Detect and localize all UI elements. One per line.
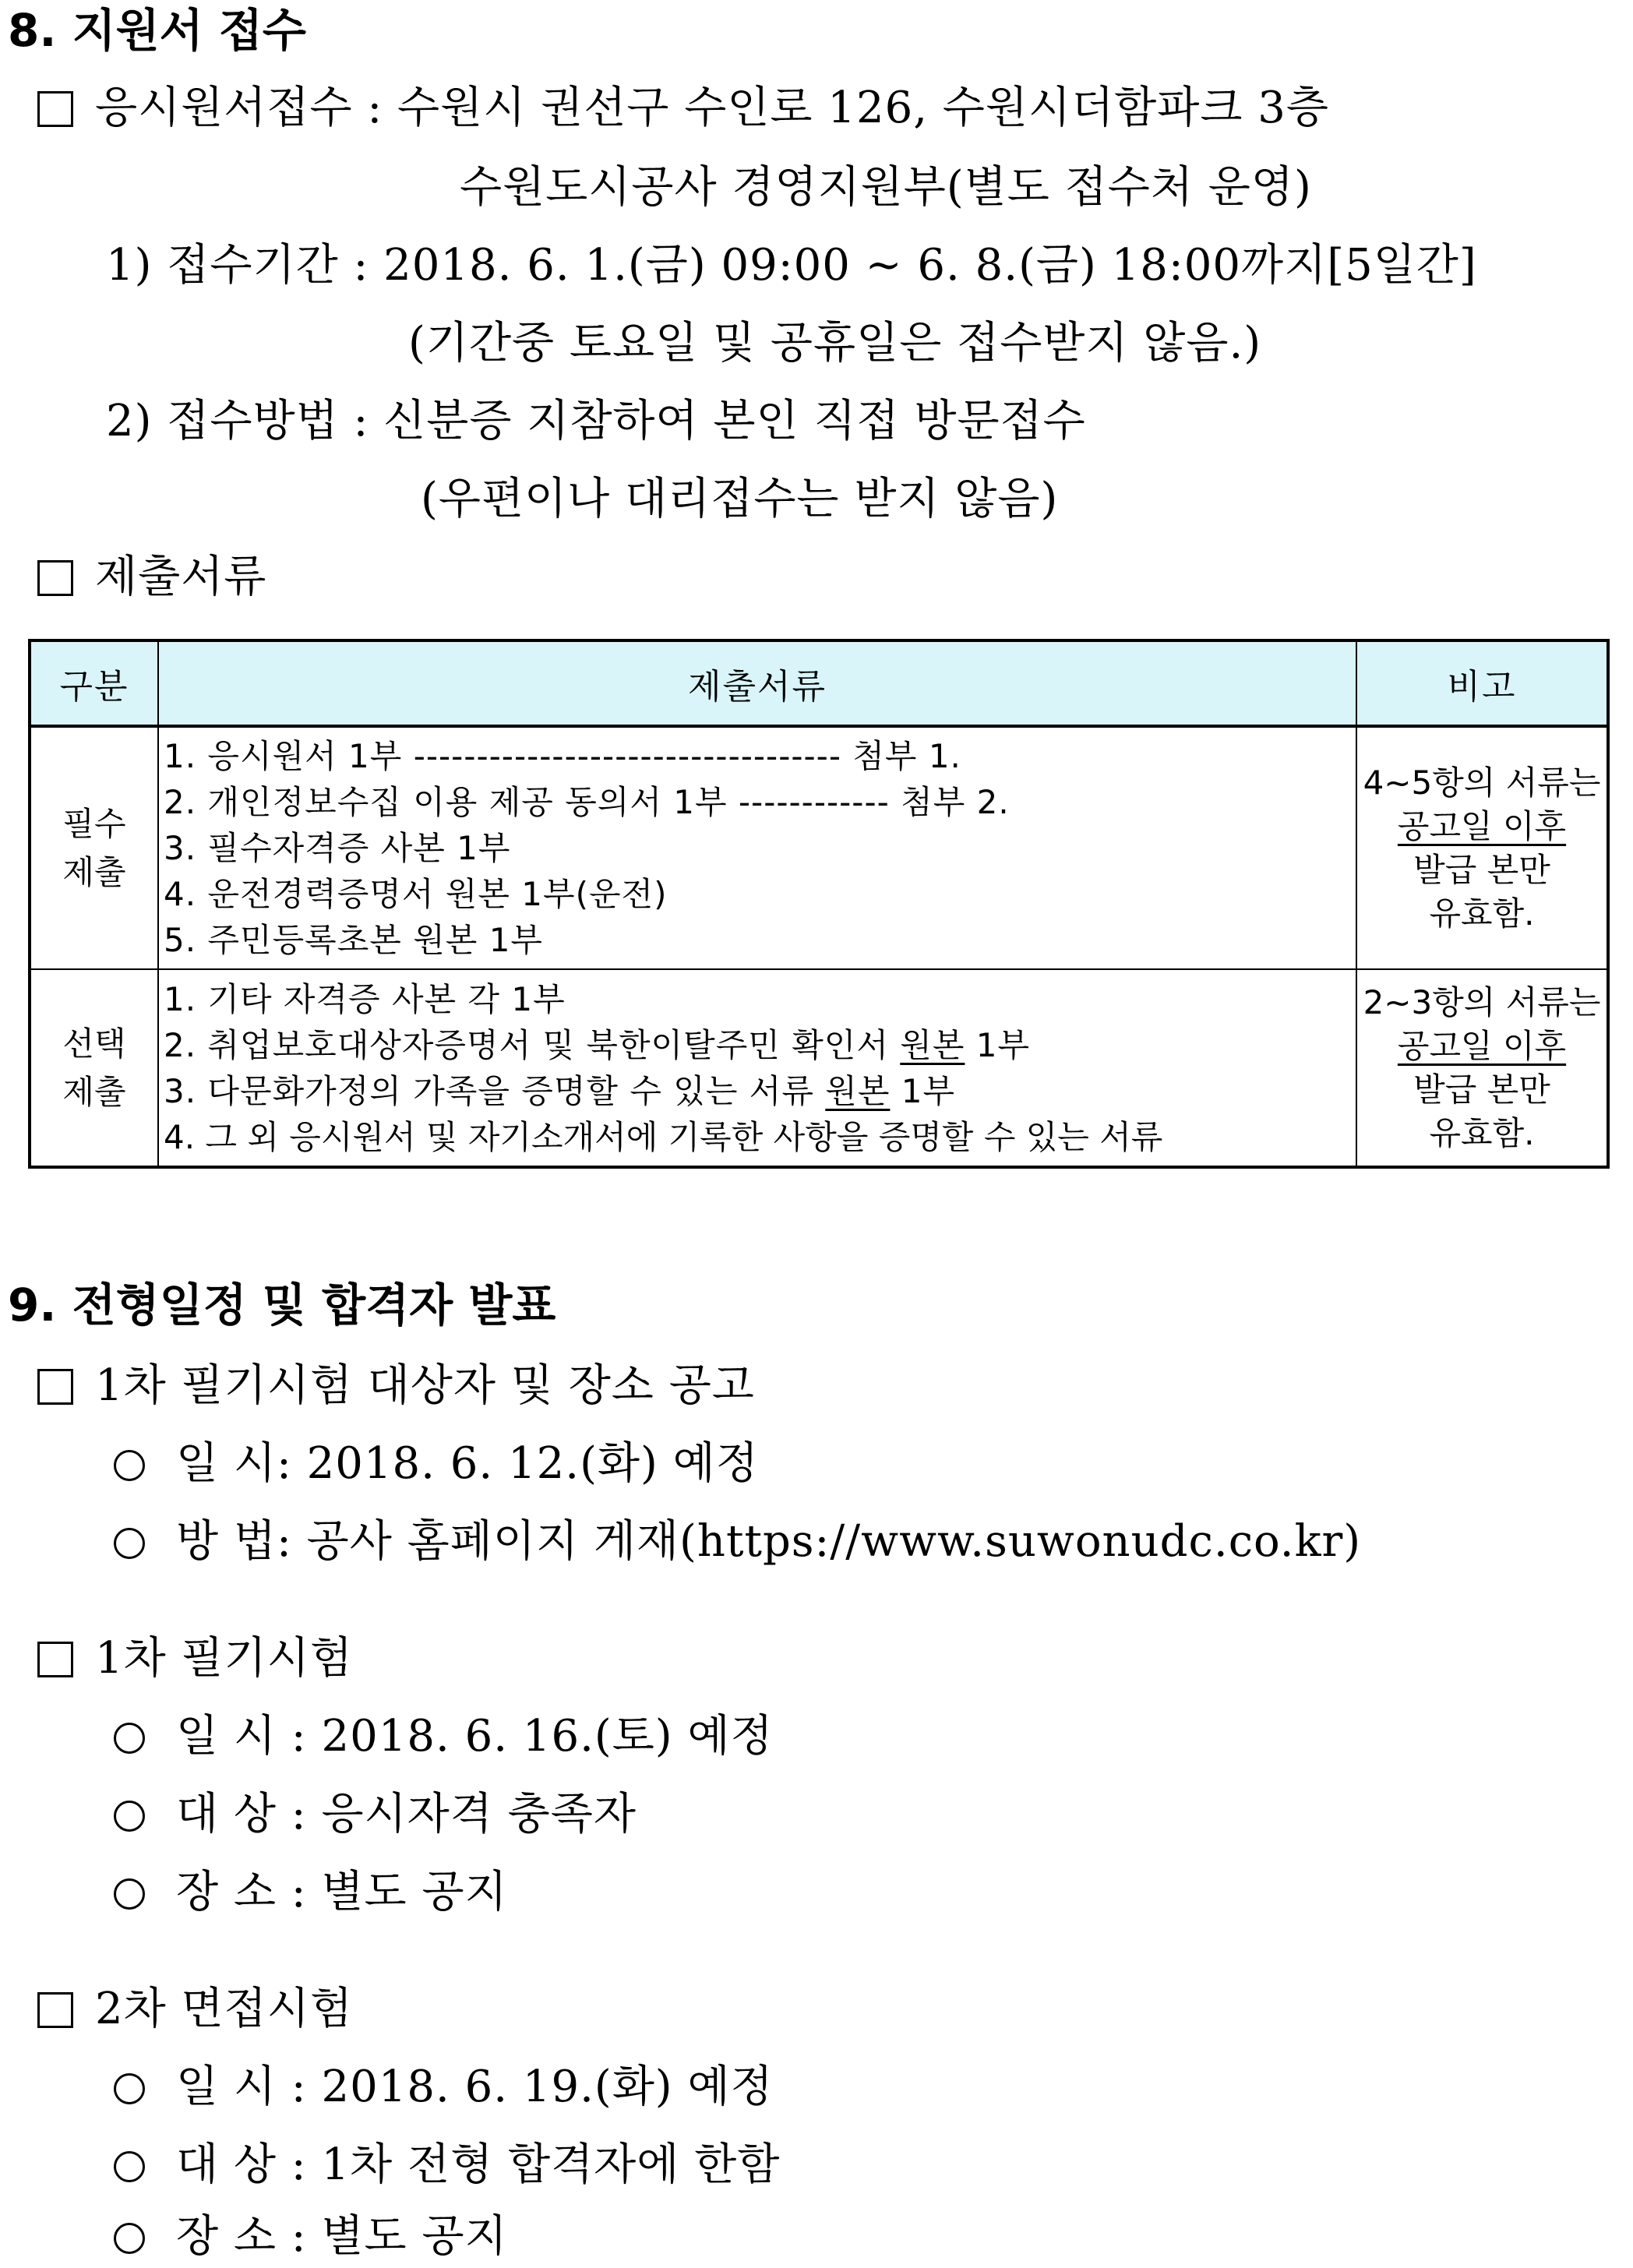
optional-items	[158, 969, 1356, 1167]
written-title: 1차 필기시험	[95, 1633, 353, 1684]
list-item: 2. 개인정보수집 이용 제공 동의서 1부 ------------ 첨부 2.	[164, 783, 1010, 821]
list-item	[164, 1068, 1353, 1114]
table-row	[30, 726, 1608, 969]
category-text: 필수	[62, 804, 126, 843]
list-item: 4. 그 외 응시원서 및 자기소개서에 기록한 사항을 증명할 수 있는 서류	[164, 1117, 1163, 1156]
reception-line	[37, 81, 1329, 136]
written-title-line	[37, 1631, 353, 1686]
reception-line-2: 수원도시공사 경영지원부(별도 접수처 운영)	[460, 162, 1312, 213]
list-item: 1. 응시원서 1부 ---------------------------------- 첨부 1.	[164, 737, 961, 775]
circle-bullet-icon	[114, 1723, 145, 1754]
item-text: 1부	[965, 1025, 1031, 1064]
interview-date-line	[114, 2060, 774, 2115]
note-text: 발급 본만	[1413, 850, 1550, 889]
announce-method-line	[114, 1515, 1361, 1569]
documents-label: 제출서류	[95, 552, 267, 602]
list-item: 3. 필수자격증 사본 1부	[164, 829, 511, 867]
written-place: 장 소 : 별도 공지	[176, 1867, 508, 1917]
reception-method: 2) 접수방법 : 신분증 지참하여 본인 직접 방문접수	[106, 396, 1086, 446]
circle-bullet-icon	[114, 2223, 145, 2254]
interview-date: 일 시 : 2018. 6. 19.(화) 예정	[176, 2062, 774, 2112]
circle-bullet-icon	[114, 2151, 145, 2182]
note-text-underlined	[1359, 805, 1605, 848]
announce-date: 일 시: 2018. 6. 12.(화) 예정	[176, 1438, 759, 1489]
interview-title: 2차 면접시험	[95, 1984, 353, 2034]
item-text: 3. 다문화가정의 가족을 증명할 수 있는 서류	[164, 1071, 826, 1110]
note-text-underlined	[1359, 1025, 1605, 1068]
circle-bullet-icon	[114, 2073, 145, 2104]
circle-bullet-icon	[114, 1878, 145, 1910]
circle-bullet-icon	[114, 1528, 145, 1559]
note-text: 4~5항의 서류는	[1363, 763, 1601, 802]
checkbox-icon	[37, 1642, 73, 1677]
optional-category	[30, 969, 158, 1167]
announce-date-line	[114, 1437, 759, 1491]
list-item: 4. 운전경력증명서 원본 1부(운전)	[164, 875, 668, 913]
interview-place-line	[114, 2210, 508, 2264]
category-text: 제출	[62, 852, 126, 891]
checkbox-icon	[37, 1992, 73, 2028]
reception-method-note: (우편이나 대리접수는 받지 않음)	[421, 474, 1059, 524]
table-row	[30, 969, 1608, 1167]
interview-title-line	[37, 1982, 353, 2037]
category-text: 제출	[62, 1072, 126, 1111]
checkbox-icon	[37, 560, 73, 596]
header-category: 구분	[30, 640, 158, 726]
written-target-line	[114, 1787, 637, 1842]
written-target: 대 상 : 응시자격 충족자	[176, 1789, 637, 1839]
optional-note	[1356, 969, 1608, 1167]
announce-title-line	[37, 1359, 755, 1413]
header-documents: 제출서류	[158, 640, 1356, 726]
announce-method: 방 법: 공사 홈페이지 게재(https://www.suwonudc.co.kr)	[176, 1516, 1362, 1567]
written-place-line	[114, 1865, 508, 1920]
note-text: 발급 본만	[1413, 1070, 1550, 1109]
header-note: 비고	[1356, 640, 1608, 726]
item-underline: 원본	[825, 1071, 891, 1110]
circle-bullet-icon	[114, 1450, 145, 1481]
section-8-heading: 8. 지원서 접수	[8, 4, 306, 57]
written-date-line	[114, 1709, 774, 1764]
item-underline: 원본	[900, 1025, 965, 1064]
required-note	[1356, 726, 1608, 969]
note-underline: 공고일 이후	[1397, 1026, 1567, 1065]
item-text: 1부	[890, 1071, 956, 1110]
interview-target-line	[114, 2138, 780, 2192]
announce-title: 1차 필기시험 대상자 및 장소 공고	[95, 1360, 755, 1411]
reception-period: 1) 접수기간 : 2018. 6. 1.(금) 09:00 ~ 6. 8.(금) 18:00까지[5일간]	[106, 240, 1477, 291]
list-item: 5. 주민등록초본 원본 1부	[164, 921, 543, 959]
table-header-row	[30, 640, 1608, 726]
section-9-heading: 9. 전형일정 및 합격자 발표	[8, 1279, 556, 1332]
checkbox-icon	[37, 91, 73, 127]
list-item	[164, 1022, 1353, 1068]
required-items	[158, 726, 1356, 969]
circle-bullet-icon	[114, 1801, 145, 1832]
interview-place: 장 소 : 별도 공지	[176, 2211, 508, 2262]
required-category	[30, 726, 158, 969]
category-text: 선택	[62, 1024, 126, 1063]
reception-label: 응시원서접수 : 수원시 권선구 수인로 126, 수원시더함파크 3층	[95, 83, 1329, 133]
checkbox-icon	[37, 1369, 73, 1405]
documents-table	[28, 639, 1610, 1169]
documents-line	[37, 550, 266, 605]
note-text: 2~3항의 서류는	[1363, 982, 1601, 1021]
note-underline: 공고일 이후	[1397, 806, 1567, 845]
list-item: 1. 기타 자격증 사본 각 1부	[164, 979, 566, 1018]
interview-target: 대 상 : 1차 전형 합격자에 한함	[176, 2139, 781, 2190]
written-date: 일 시 : 2018. 6. 16.(토) 예정	[176, 1711, 774, 1762]
note-text: 유효함.	[1429, 1113, 1535, 1152]
reception-period-note: (기간중 토요일 및 공휴일은 접수받지 않음.)	[408, 318, 1262, 369]
item-text: 2. 취업보호대상자증명서 및 북한이탈주민 확인서	[164, 1025, 901, 1064]
note-text: 유효함.	[1429, 894, 1535, 933]
